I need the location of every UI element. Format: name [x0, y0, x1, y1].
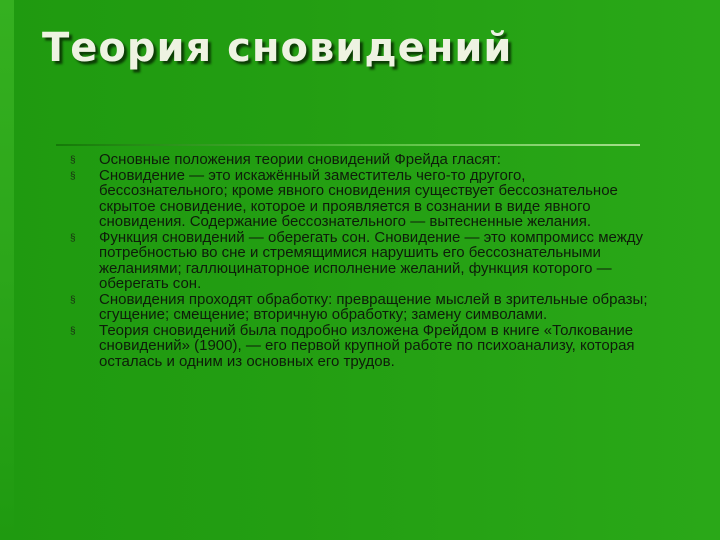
list-item-text: Функция сновидений — оберегать сон. Сновидение — это компромисс между потребностью во сне и стремящимися нарушить его бессознательными желаниями; галлюцинаторное исполнение желаний, функция которого — оберегать сон.: [99, 228, 643, 292]
bullet-icon: §: [70, 155, 76, 166]
bullet-icon: §: [70, 170, 76, 182]
list-item-text: Сновидение — это искажённый заместитель чего-то другого, бессознательного; кроме явного сновидения существует бессознательное скрытое сновидение, которое и проявляется в сознании в виде явного сновидения. Содержание бессознательного — вытесненные желания.: [99, 166, 618, 230]
left-accent-strip: [0, 0, 14, 540]
list-item-text: Основные положения теории сновидений Фрейда гласят:: [99, 151, 501, 168]
list-item: [70, 152, 650, 168]
bullet-icon: §: [70, 232, 76, 244]
list-item: [70, 168, 650, 230]
list-item: [70, 292, 650, 323]
list-item: [70, 323, 650, 370]
slide-title: Теория сновидений: [42, 25, 513, 71]
list-item: [70, 230, 650, 292]
bullet-icon: §: [70, 325, 76, 337]
bullet-list: [70, 152, 650, 369]
list-item-text: Теория сновидений была подробно изложена Фрейдом в книге «Толкование сновидений» (1900), — его первой крупной работе по психоанализу, которая осталась и одним из основных его трудов.: [99, 321, 635, 370]
list-item-text: Сновидения проходят обработку: превращение мыслей в зрительные образы; сгущение; смещение; вторичную обработку; замену символами.: [99, 290, 648, 323]
title-divider: [56, 144, 640, 146]
bullet-icon: §: [70, 294, 76, 306]
